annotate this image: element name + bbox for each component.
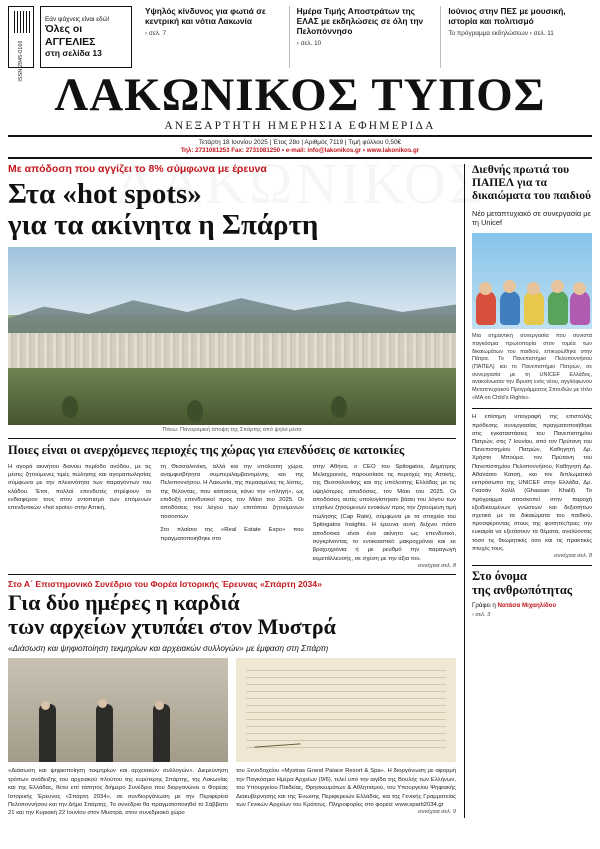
- lead-headline-line-1: Στα «hot spots»: [8, 177, 202, 210]
- classifieds-promo[interactable]: [40, 6, 132, 68]
- sidebar-headline: Διεθνής πρωτιά του ΠΑΠΕΛ για τα δικαιώματα του παιδιού: [472, 164, 591, 203]
- newspaper-subtitle: ΑΝΕΞΑΡΤΗΤΗ ΗΜΕΡΗΣΙΑ ΕΦΗΜΕΡΙΔΑ: [164, 120, 436, 133]
- story2-paragraph: «Διάσωση και ψηφιοποίηση τεκμηρίων και αρχειακών συλλογών». Διερεύνηση τρόπων ανάδειξης του αρχειακού πλούτου της ευρύτερης Σπάρτης, της Λακωνίας και της Ελλάδας, θέτει επί τάπητος διήμερο Συνέδριο που διοργανώνει ο Φορέας Ιστορικής Έρευνας «Σπάρτη 2034», σε συνδιοργάνωση με την Περιφέρεια Πελοποννήσου και την Δήμο Σπάρτης. Το συνέδριο θα πραγματοποιηθεί το Σάββατο 21 και την Κυριακή 22 Ιουνίου στον Μυστρά, στον συνεδριακό χώρο: [8, 768, 228, 817]
- sidebar-subhead: Νέο μεταπτυχιακό σε συνεργασία με τη Unicef: [472, 208, 591, 227]
- lead-kicker: Με απόδοση που αγγίζει το 8% σύμφωνα με έρευνα: [8, 163, 267, 176]
- lead-paragraph: τη Θεσσαλονίκη, αλλά και την υπόλοιπη χώρα, αναμφισβήτητα συμπεριλαμβανομένης και της Πελοποννήσου. Η Λακωνία, της περασμένες τις λίστες, της θέλοντας, που κάποιους κάνει την «πληγή», ως επιδοξή επενδυτικοί προς τον Μάιο του 2025. Οι αποδόσεις του λόγου των επιτόπου ζητούμενων ποσοστών: [160, 463, 304, 520]
- photo-tree: [331, 396, 347, 418]
- photo-child: [570, 291, 590, 325]
- lead-paragraph: Η αγορά ακινήτου διανύει περίοδο ανόδου, με τις μέσες ζητούμενες τιμές πώλησης και αγοραπωλησίας σύμφωνα με την πλειονότητα των παραγόντων του κλάδου. Έτσι, πολλοί επενδυτές στρέφουν το ενδιαφέρον τους στον εντοπισμό των επόμενων επενδυτικών «hot spots» στην Αττική,: [8, 463, 152, 512]
- opinion-headline-line-1: Στο όνομα: [472, 569, 527, 584]
- story2-grid: [8, 658, 456, 817]
- sidebar-photo-children: [472, 233, 592, 329]
- teaser-item[interactable]: [289, 6, 441, 68]
- promo-line-3: στη σελίδα 13: [45, 48, 102, 59]
- story2-headline-line-2: των αρχείων χτυπάει στον Μυστρά: [8, 614, 336, 640]
- opinion-byline-name: Νατάσα Μιχαηλίδου: [497, 601, 557, 609]
- newspaper-title: ΛΑΚΩΝΙΚΟΣ ΤΥΠΟΣ: [54, 69, 546, 121]
- main-grid: [8, 164, 592, 818]
- teaser-item[interactable]: [138, 6, 289, 68]
- top-bar: [8, 6, 592, 82]
- story2-headline-line-1: Για δύο ημέρες η καρδιά: [8, 590, 240, 616]
- lead-paragraph: στην Αθήνα, ο CEO του Spitogatos, Δημήτρης Μελαχροινός, παρουσίασε τις περιοχές της Αττικής, της Θεσσαλονίκης και της υπόλοιπης Ελλάδας με τις υψηλότερες αποδόσεις, τον Μάιο του 2025. Οι αποδόσεις αυτές υπολογίστηκαν βάσει του λόγου των ετησίων ζητούμενων ενοικίων προς την ζητούμενη τιμή πώλησης (Cap Rate), σύμφωνα με τα στοιχεία του Spitogatos Insights. Η έρευνα αυτή δείχνει πόσο αποδοτικά είναι ένα ακίνητο ως επενδυτικό, συγκρίνοντας το ενοικιαστικό μακροχρόνια και εκ βραχυχρόνια ή με ρευθμό την παραγωγή εκμετάλλευσής, σε σχέση με την άξια του.: [312, 463, 456, 562]
- lead-paragraph: Στο πλαίσιο της «Real Estate Expo» που πραγματοποιήθηκε στο: [160, 527, 304, 542]
- masthead: [8, 69, 592, 159]
- teaser-title: Ιούνιος στην ΠΕΣ με μουσική, ιστορία και πολιτισμό: [448, 6, 566, 26]
- lead-photo-caption: Πάνω: Πανοραμική άποψη της Σπάρτης από ψηλά μέσα: [162, 427, 302, 434]
- photo-tree: [62, 396, 78, 418]
- photo-child: [500, 291, 520, 325]
- photo-child: [476, 291, 496, 325]
- opinion-byline: [472, 602, 592, 609]
- story2-deck: «Διάσωση και ψηφιοποίηση τεκμηρίων και αρχειακών συλλογών» με έμφαση στη Σπάρτη: [8, 644, 329, 654]
- photo-person: [39, 704, 56, 762]
- issn-text: ISSN 2945-0160: [18, 40, 24, 82]
- story2-photo-cell: [8, 658, 228, 817]
- lead-subhead: Ποιες είναι οι ανερχόμενες περιοχές της χώρας για επενδύσεις σε κατοικίες: [8, 443, 405, 458]
- photo-tree: [187, 400, 203, 422]
- lead-continued[interactable]: συνέχεια σελ. 8: [417, 563, 456, 570]
- main-column: [8, 164, 456, 818]
- photo-fields: [8, 368, 456, 425]
- teaser-title: Ημέρα Τιμής Αποστράτων της ΕΛΑΣ με εκδηλώσεις σε όλη την Πελοπόννησο: [296, 6, 424, 36]
- barcode-box: [8, 6, 34, 82]
- story2-headline: [8, 591, 456, 639]
- sidebar-body: Η επίσημη υπογραφή της επιστολής πρόθεσης συνεργασίας πραγματοποιήθηκε στις εγκαταστάσεις του Πανεπιστημίου Πατρών, στις 7 Ιουνίου, από τον Πρύτανη του Πανεπιστημίου Πατρών, Καθηγητή Δρ. Χρήστο Μπούρα, τον Πρύτανη του Πανεπιστημίου Πελοποννήσου, Καθηγητή Δρ. Αθανάσιο Κατσή, και τον διπλωματικό εκπρόσωπο της UNICEF στην Ελλάδα, Δρ. Γκασάν Χαλίλ (Ghassan Khalil). Το πρόγραμμα αποσκοπεί στην παροχή εξειδικευμένων γνώσεων και δεξιοτήτων σχετικά με τα δικαιώματα του παιδιού, προσφέροντας στους της φοιτητές/τριες την ευκαιρία να εξετάσουν τα θέματα, αναλύοντας τόσο τις θεωρητικές όσο και τις πρακτικές πτυχές τους.: [472, 414, 592, 552]
- section-divider: [8, 438, 456, 439]
- teaser-page-ref: Το πρόγραμμα εκδηλώσεων › σελ. 11: [448, 29, 554, 37]
- barcode-icon: [14, 11, 30, 33]
- lead-body-column: [8, 463, 151, 570]
- sidebar-photo-caption: Μια σημαντική συνεργασία που συνιστά παγκόσμια πρωτοπορία στον τομέα των δικαιωμάτων του παιδιού, επικυρώθηκε στην Πάτρα. Το Πανεπιστήμιο Πελοποννήσου (ΠΑΠΕΛ) και το Πανεπιστήμιο Πατρών, σε συνεργασία με τη UNICEF Ελλάδος, ανακοίνωσαν την ίδρυση ενός νέου, αγγλόφωνου Μεταπτυχιακού Προγράμματος Σπουδών με τίτλο «MA on Child's Rights».: [472, 333, 592, 401]
- teaser-strip: [138, 6, 592, 68]
- issue-meta: Τετάρτη 18 Ιουνίου 2025 | Έτος 28ο | Αριθμός 7119 | Τιμή φύλλου 0,50€: [198, 139, 402, 147]
- lead-body-column: [313, 463, 456, 570]
- photo-child: [524, 291, 544, 325]
- section-divider-2: [8, 574, 456, 575]
- masthead-divider: [8, 135, 592, 137]
- story2-paragraph: του Ξενοδοχείου «Mystras Grand Palace Resort & Spa». Η διοργάνωση με αφορμή την Παγκόσμια Ημέρα Αρχείων (9/6), τελεί υπό την αιγίδα της Βουλής των Ελλήνων, του Υπουργείου Παιδείας, Θρησκευμάτων & Αθλητισμού, του Υπουργείου Ψηφιακής Διακυβέρνησης και της Ένωσης Περιφερειών Ελλάδας, και της Γενικής Γραμματείας των Γενικών Αρχείων του Κράτους. Πληροφορίες στο φορέα: www.sparti2034.gr: [236, 768, 456, 808]
- promo-line-2: Όλες οι ΑΓΓΕΛΙΕΣ: [45, 23, 96, 48]
- photo-town: [8, 333, 456, 372]
- lead-body-column: [160, 463, 303, 570]
- photo-person: [96, 704, 113, 762]
- story2-continued[interactable]: συνέχεια σελ. 9: [417, 809, 456, 816]
- sidebar-divider: [472, 408, 592, 409]
- right-sidebar: [464, 164, 592, 818]
- teaser-page-ref: › σελ. 10: [296, 39, 322, 47]
- story2-photo-people: [8, 658, 228, 762]
- opinion-byline-label: Γράφει η: [472, 601, 496, 609]
- teaser-title: Υψηλός κίνδυνος για φωτιά σε κεντρική και νότια Λακωνία: [145, 6, 266, 26]
- opinion-headline-line-2: της ανθρωπότητας: [472, 582, 573, 597]
- sidebar-continued[interactable]: συνέχεια σελ. 8: [553, 553, 592, 560]
- story2-doc-cell: [236, 658, 456, 817]
- opinion-headline: [472, 570, 592, 598]
- teaser-page-ref: › σελ. 7: [145, 29, 166, 37]
- opinion-page-ref[interactable]: › σελ. 3: [472, 611, 491, 618]
- photo-person: [153, 704, 170, 762]
- story2-kicker: Στο Α΄ Επιστημονικό Συνέδριο του Φορέα Ιστορικής Έρευνας «Σπάρτη 2034»: [8, 579, 322, 590]
- story2-photo-document: [236, 658, 456, 762]
- sidebar-divider-2: [472, 565, 592, 566]
- lead-headline: [8, 179, 456, 242]
- teaser-item[interactable]: [440, 6, 592, 68]
- masthead-divider-2: [8, 157, 592, 159]
- promo-line-1: Εάν ψάχνεις είναι εδώ!: [45, 15, 110, 23]
- contact-line: Τηλ: 2731081253 Fax: 2731081250 • e-mail: info@lakonikos.gr • www.lakonikos.gr: [180, 147, 420, 155]
- lead-headline-line-2: για τα ακίνητα η Σπάρτη: [8, 208, 319, 241]
- photo-child: [548, 291, 568, 325]
- lead-photo: [8, 247, 456, 425]
- lead-body-columns: [8, 463, 456, 570]
